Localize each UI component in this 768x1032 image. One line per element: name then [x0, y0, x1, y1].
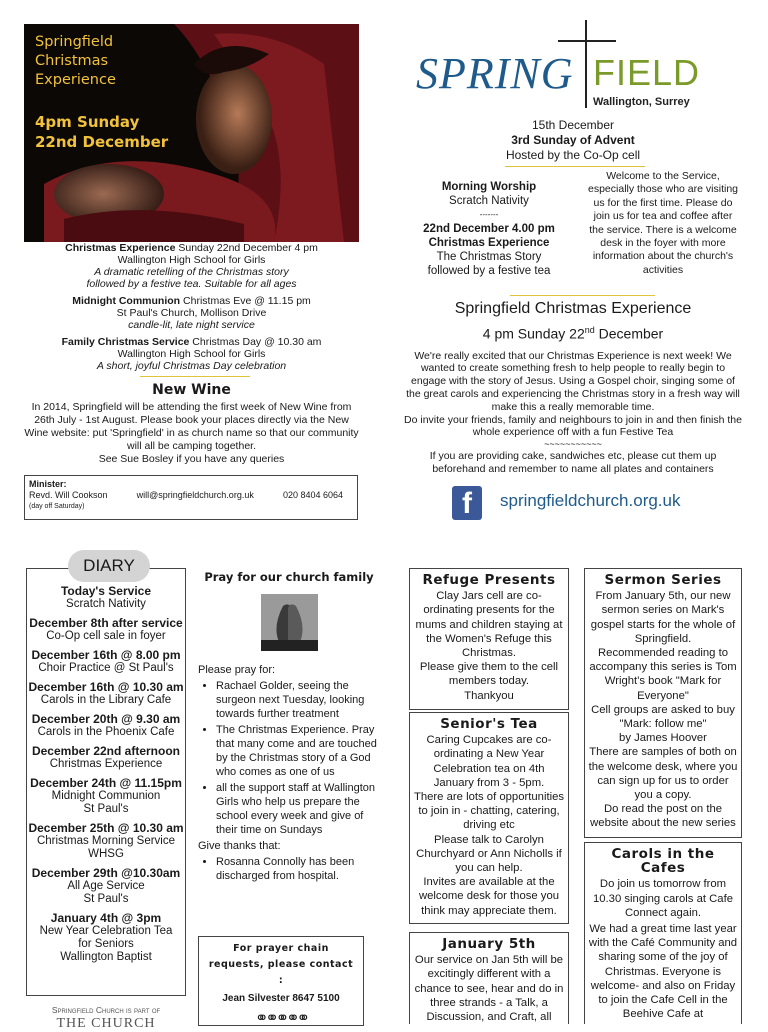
service-hosted: Hosted by the Co-Op cell: [505, 148, 641, 162]
jan5-title: January 5th: [442, 936, 536, 952]
poster-line-3: Experience: [35, 72, 116, 88]
experience-title: Springfield Christmas Experience: [454, 300, 692, 317]
seniors-body-2: There are lots of opportunities to join in - chatting, catering, driving etc: [413, 791, 565, 832]
carols-box: [584, 842, 742, 1024]
event-when: Christmas Eve @ 11.15 pm: [180, 295, 311, 307]
service-sunday: 3rd Sunday of Advent: [511, 133, 635, 147]
diary-head: Today's Service: [60, 584, 151, 598]
sermon-body-5: There are samples of both on the welcome desk, where you can sign up for us to order you a copy.: [588, 746, 738, 802]
experience-when-sup: nd: [584, 325, 595, 335]
minister-box: [24, 475, 358, 520]
minister-label: Minister:: [29, 479, 67, 489]
christmas-experience-poster: [24, 24, 359, 242]
prayer-thanks: Give thanks that:: [198, 840, 281, 852]
minister-name: Revd. Will Cookson: [29, 490, 108, 500]
prayer-chain-box: [198, 936, 364, 1026]
facebook-icon[interactable]: f: [452, 486, 482, 520]
diary-line: St Paul's: [83, 803, 129, 815]
experience-when: [403, 320, 743, 344]
diary-line: Carols in the Phoenix Cafe: [37, 726, 175, 738]
diary-head: January 4th @ 3pm: [50, 911, 162, 925]
diary-head: December 25th @ 10.30 am: [28, 821, 184, 835]
prayer-please: Please pray for:: [198, 664, 276, 676]
experience-body-3: If you are providing cake, sandwiches etc, please cut them up beforehand and remember to name all plates and containers: [429, 450, 717, 476]
poster-line-5: 22nd December: [35, 133, 169, 151]
seniors-title: Senior's Tea: [440, 716, 538, 732]
new-wine-note: See Sue Bosley if you have any queries: [98, 453, 285, 465]
thanks-list: [198, 855, 380, 883]
prayer-title: Pray for our church family: [204, 570, 374, 584]
diary-head: December 22nd afternoon: [31, 744, 181, 758]
experience-body-1: We're really excited that our Christmas Experience is next week! We wanted to create something fresh to help people to really begin to engage with the story of Jesus. Using a Gospel choir, singing some of the great carols and experiencing the Christmas story in a fresh way will make this a really memorable time.: [406, 349, 740, 413]
carols-title: Carols in the Cafes: [611, 846, 715, 877]
sermon-body: From January 5th, our new sermon series on Mark's gospel starts for the whole of Springfield.: [590, 590, 736, 645]
jan5-box: [409, 932, 569, 1024]
prayer-item: • all the support staff at Wallington Girls who help us prepare the school every week and give of their time on Sundays: [216, 781, 380, 837]
cross-icon: [585, 20, 587, 108]
event-name: Family Christmas Service: [61, 336, 190, 348]
diary-item: [27, 911, 185, 964]
diary-line: St Paul's: [83, 893, 129, 905]
divider: [505, 166, 645, 167]
diary-head: December 20th @ 9.30 am: [31, 712, 181, 726]
diary-line: Wallington Baptist: [60, 951, 152, 963]
seniors-body-4: Invites are available at the welcome desk for those you think may appreciate them.: [418, 876, 560, 917]
welcome-text: Welcome to the Service, especially those who are visiting us for the first time. Please do join us for tea and coffee after the service. There is a welcome desk in the foyer with more information about the church's activities: [588, 170, 738, 276]
worship-sub: Scratch Nativity: [449, 195, 529, 207]
experience-when-a: 4 pm Sunday 22: [482, 325, 585, 342]
sermon-box: [584, 568, 742, 838]
diary-line: Co-Op cell sale in foyer: [46, 630, 166, 642]
seniors-box: [409, 712, 569, 924]
chain-icon: ⚭⚭⚭⚭⚭: [254, 1010, 308, 1027]
diary-line: Scratch Nativity: [66, 598, 146, 610]
christmas-experience-section: [403, 298, 743, 476]
event-place: Wallington High School for Girls: [117, 254, 266, 266]
event-desc-2: followed by a festive tea. Suitable for all ages: [86, 278, 297, 290]
diary-item: [27, 744, 185, 771]
seniors-body: Caring Cupcakes are co-ordinating a New Year Celebration tea on 4th January from 3 - 5pm.: [426, 734, 552, 789]
praying-hands-icon: [261, 594, 318, 651]
event-when: Sunday 22nd December 4 pm: [175, 242, 318, 254]
experience-when-b: December: [594, 325, 664, 342]
events-list: [24, 242, 359, 372]
poster-line-4: 4pm Sunday: [35, 113, 140, 131]
diary-footer: Springfield Church is part of: [51, 1005, 161, 1015]
event-when: Christmas Day @ 10.30 am: [189, 336, 322, 348]
diary-item: [27, 866, 185, 906]
event-desc: A dramatic retelling of the Christmas story: [94, 266, 289, 278]
poster-line-2: Christmas: [35, 53, 109, 69]
refuge-title: Refuge Presents: [422, 572, 556, 588]
event-desc: A short, joyful Christmas Day celebration: [96, 360, 287, 372]
carols-body-2: We had a great time last year with the Café Community and sharing some of the joy of Christmas. Everyone is welcome- and also on Friday to join the Cafe Cell in the Beehive Cafe at: [588, 923, 738, 1021]
event-midnight-communion: [24, 295, 359, 331]
sermon-body-4: by James Hoover: [619, 732, 707, 745]
worship-date-2: 22nd December 4.00 pm: [423, 223, 555, 235]
diary-head: December 29th @10.30am: [31, 866, 181, 880]
sermon-body-2: Recommended reading to accompany this series is Tom Wright's book "Mark for Everyone": [589, 647, 737, 702]
prayer-chain-contact: Jean Silvester 8647 5100: [222, 993, 340, 1004]
diary-item: [27, 616, 185, 643]
cross-bar: [558, 40, 616, 42]
minister-email[interactable]: will@springfieldchurch.org.uk: [136, 490, 254, 500]
refuge-body: Clay Jars cell are co-ordinating presents for the mums and children staying at the Women's Refuge this Christmas.: [415, 590, 563, 660]
logo-location: Wallington, Surrey: [593, 96, 690, 108]
diary-list: [27, 569, 185, 964]
sermon-body-3: Cell groups are asked to buy "Mark: follow me": [591, 703, 735, 731]
prayer-chain-title: For prayer chain requests, please contact :: [208, 943, 354, 986]
logo-field: FIELD: [593, 52, 701, 93]
diary-line: Carols in the Library Cafe: [40, 694, 172, 706]
worship-sub-2a: The Christmas Story: [436, 251, 542, 263]
diary-footer-logo: THE CHURCH: [56, 1016, 156, 1031]
event-place: St Paul's Church, Mollison Drive: [116, 307, 267, 319]
prayer-item: • The Christmas Experience. Pray that many come and are touched by the Christmas story of a God who comes as one of us: [216, 723, 380, 779]
prayer-list: [198, 679, 380, 837]
event-name: Christmas Experience: [65, 242, 176, 254]
experience-body-2: Do invite your friends, family and neighbours to join in and then finish the whole experience off with a fun Festive Tea: [404, 413, 742, 439]
diary-item: [27, 648, 185, 675]
worship-info: [414, 180, 564, 278]
service-header: [403, 118, 743, 163]
minister-dayoff: (day off Saturday): [29, 503, 85, 510]
refuge-box: [409, 568, 569, 710]
diary-head: December 24th @ 11.15pm: [30, 776, 182, 790]
diary-line: New Year Celebration Tea: [39, 925, 173, 937]
thanks-item: • Rosanna Connolly has been discharged from hospital.: [216, 855, 380, 883]
new-wine-body: In 2014, Springfield will be attending the first week of New Wine from 26th July - 1st August. Please book your places directly via the New Wine website: put 'Springfield' in as church name so that our community will all be camping together.: [24, 401, 359, 452]
experience-tilde: ~~~~~~~~~~~: [544, 439, 602, 450]
prayer-section: [198, 570, 380, 885]
diary-line: for Seniors: [78, 938, 134, 950]
diary-item: [27, 712, 185, 739]
diary-line: Christmas Experience: [49, 758, 163, 770]
diary-head: December 16th @ 10.30 am: [28, 680, 184, 694]
event-place: Wallington High School for Girls: [117, 348, 266, 360]
event-name: Midnight Communion: [72, 295, 181, 307]
diary-item: [27, 680, 185, 707]
event-desc: candle-lit, late night service: [128, 319, 255, 331]
diary-item: [27, 776, 185, 816]
new-wine-section: [24, 382, 359, 466]
diary-line: All Age Service: [67, 880, 145, 892]
diary-line: WHSG: [88, 848, 124, 860]
worship-dashes: -------: [479, 210, 499, 219]
service-date: 15th December: [531, 118, 615, 132]
refuge-body-2: Please give them to the cell members today.: [419, 661, 559, 688]
diary-line: Choir Practice @ St Paul's: [38, 662, 174, 674]
diary-line: Christmas Morning Service: [36, 835, 176, 847]
diary-head: December 16th @ 8.00 pm: [31, 648, 181, 662]
new-wine-title: New Wine: [152, 382, 231, 398]
refuge-thanks: Thankyou: [464, 689, 514, 702]
worship-sub-2b: followed by a festive tea: [427, 265, 551, 277]
diary-item: [27, 584, 185, 611]
carols-body: Do join us tomorrow from 10.30 singing carols at Cafe Connect again.: [592, 878, 734, 919]
diary-item: [27, 821, 185, 861]
diary-title: DIARY: [68, 550, 150, 582]
worship-title-2: Christmas Experience: [428, 237, 550, 249]
sermon-title: Sermon Series: [604, 572, 722, 588]
sermon-body-6: Do read the post on the website about the new series: [590, 803, 736, 830]
minister-phone: 020 8404 6064: [282, 490, 343, 500]
seniors-body-3: Please talk to Carolyn Churchyard or Ann Nicholls if you can help.: [416, 833, 562, 875]
divider: [510, 295, 655, 296]
jan5-body: Our service on Jan 5th will be excitingly different with a chance to see, hear and do in three strands - a Talk, a Discussion, and Craft, all: [414, 954, 564, 1024]
divider: [140, 376, 250, 377]
diary-line: Midnight Communion: [51, 790, 161, 802]
event-family-service: [24, 336, 359, 372]
prayer-item: • Rachael Golder, seeing the surgeon next Tuesday, looking towards further treatment: [216, 679, 380, 721]
worship-title: Morning Worship: [441, 181, 537, 193]
poster-line-1: Springfield: [35, 34, 114, 50]
diary-head: December 8th after service: [29, 616, 183, 630]
website-link[interactable]: springfieldchurch.org.uk: [500, 491, 681, 510]
event-christmas-experience: [24, 242, 359, 290]
springfield-logo: [403, 14, 743, 114]
logo-spring: SPRING: [416, 49, 574, 98]
diary-box: [26, 568, 186, 996]
